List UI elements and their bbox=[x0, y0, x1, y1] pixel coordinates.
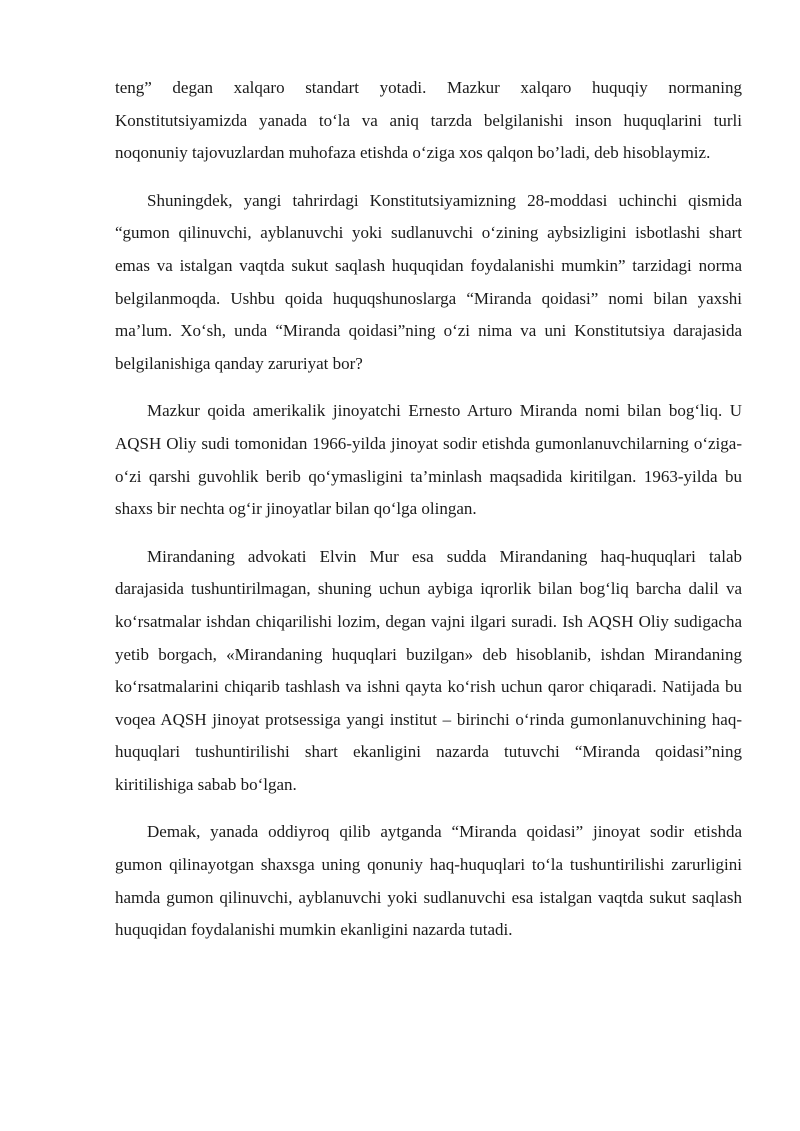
paragraph-miranda-lawyer: Mirandaning advokati Elvin Mur esa sudda Mirandaning haq-huquqlari talab darajasida tushuntirilmagan, shuning uchun aybiga iqrorlik bilan bog‘liq barcha dalil va ko‘rsatmalar ishdan chiqarilishi lozim, degan vajni ilgari suradi. Ish AQSH Oliy sudigacha yetib borgach, «Mirandaning huquqlari buzilgan» deb hisoblanib, ishdan Mirandaning ko‘rsatmalarini chiqarib tashlash va ishni qayta ko‘rish uchun qaror chiqaradi. Natijada bu voqea AQSH jinoyat protsessiga yangi institut – birinchi o‘rinda gumonlanuvchining haq-huquqlari tushuntirilishi shart ekanligini nazarda tutuvchi “Miranda qoidasi”ning kiritilishiga sabab bo‘lgan. bbox=[115, 546, 742, 794]
paragraph-continuation: teng” degan xalqaro standart yotadi. Mazkur xalqaro huquqiy normaning Konstitutsiyamizda yanada to‘la va aniq tarzda belgilanishi inson huquqlarini turli noqonuniy tajovuzlardan muhofaza etishda o‘ziga xos qalqon bo’ladi, deb hisoblaymiz. bbox=[115, 78, 742, 163]
paragraph-constitution-article-28: Shuningdek, yangi tahrirdagi Konstitutsiyamizning 28-moddasi uchinchi qismida “gumon qilinuvchi, ayblanuvchi yoki sudlanuvchi o‘zining aybsizligini isbotlashi shart emas va istalgan vaqtda sukut saqlash huquqidan foydalanishi mumkin” tarzidagi norma belgilanmoqda. Ushbu qoida huquqshunoslarga “Miranda qoidasi” nomi bilan yaxshi ma’lum. Xo‘sh, unda “Miranda qoidasi”ning o‘zi nima va uni Konstitutsiya darajasida belgilanishiga qanday zaruriyat bor? bbox=[115, 190, 742, 373]
paragraph-miranda-summary: Demak, yanada oddiyroq qilib aytganda “Miranda qoidasi” jinoyat sodir etishda gumon qilinayotgan shaxsga uning qonuniy haq-huquqlari to‘la tushuntirilishi zarurligini hamda gumon qilinuvchi, ayblanuvchi yoki sudlanuvchi esa istalgan vaqtda sukut saqlash huquqidan foydalanishi mumkin ekanligini nazarda tutadi. bbox=[115, 822, 742, 940]
paragraph-miranda-origin: Mazkur qoida amerikalik jinoyatchi Ernesto Arturo Miranda nomi bilan bog‘liq. U AQSH Oliy sudi tomonidan 1966-yilda jinoyat sodir etishda gumonlanuvchilarning o‘ziga-o‘zi qarshi guvohlik berib qo‘ymasligini ta’minlash maqsadida kiritilgan. 1963-yilda bu shaxs bir nechta og‘ir jinoyatlar bilan qo‘lga olingan. bbox=[115, 401, 742, 519]
document-body bbox=[115, 72, 742, 947]
